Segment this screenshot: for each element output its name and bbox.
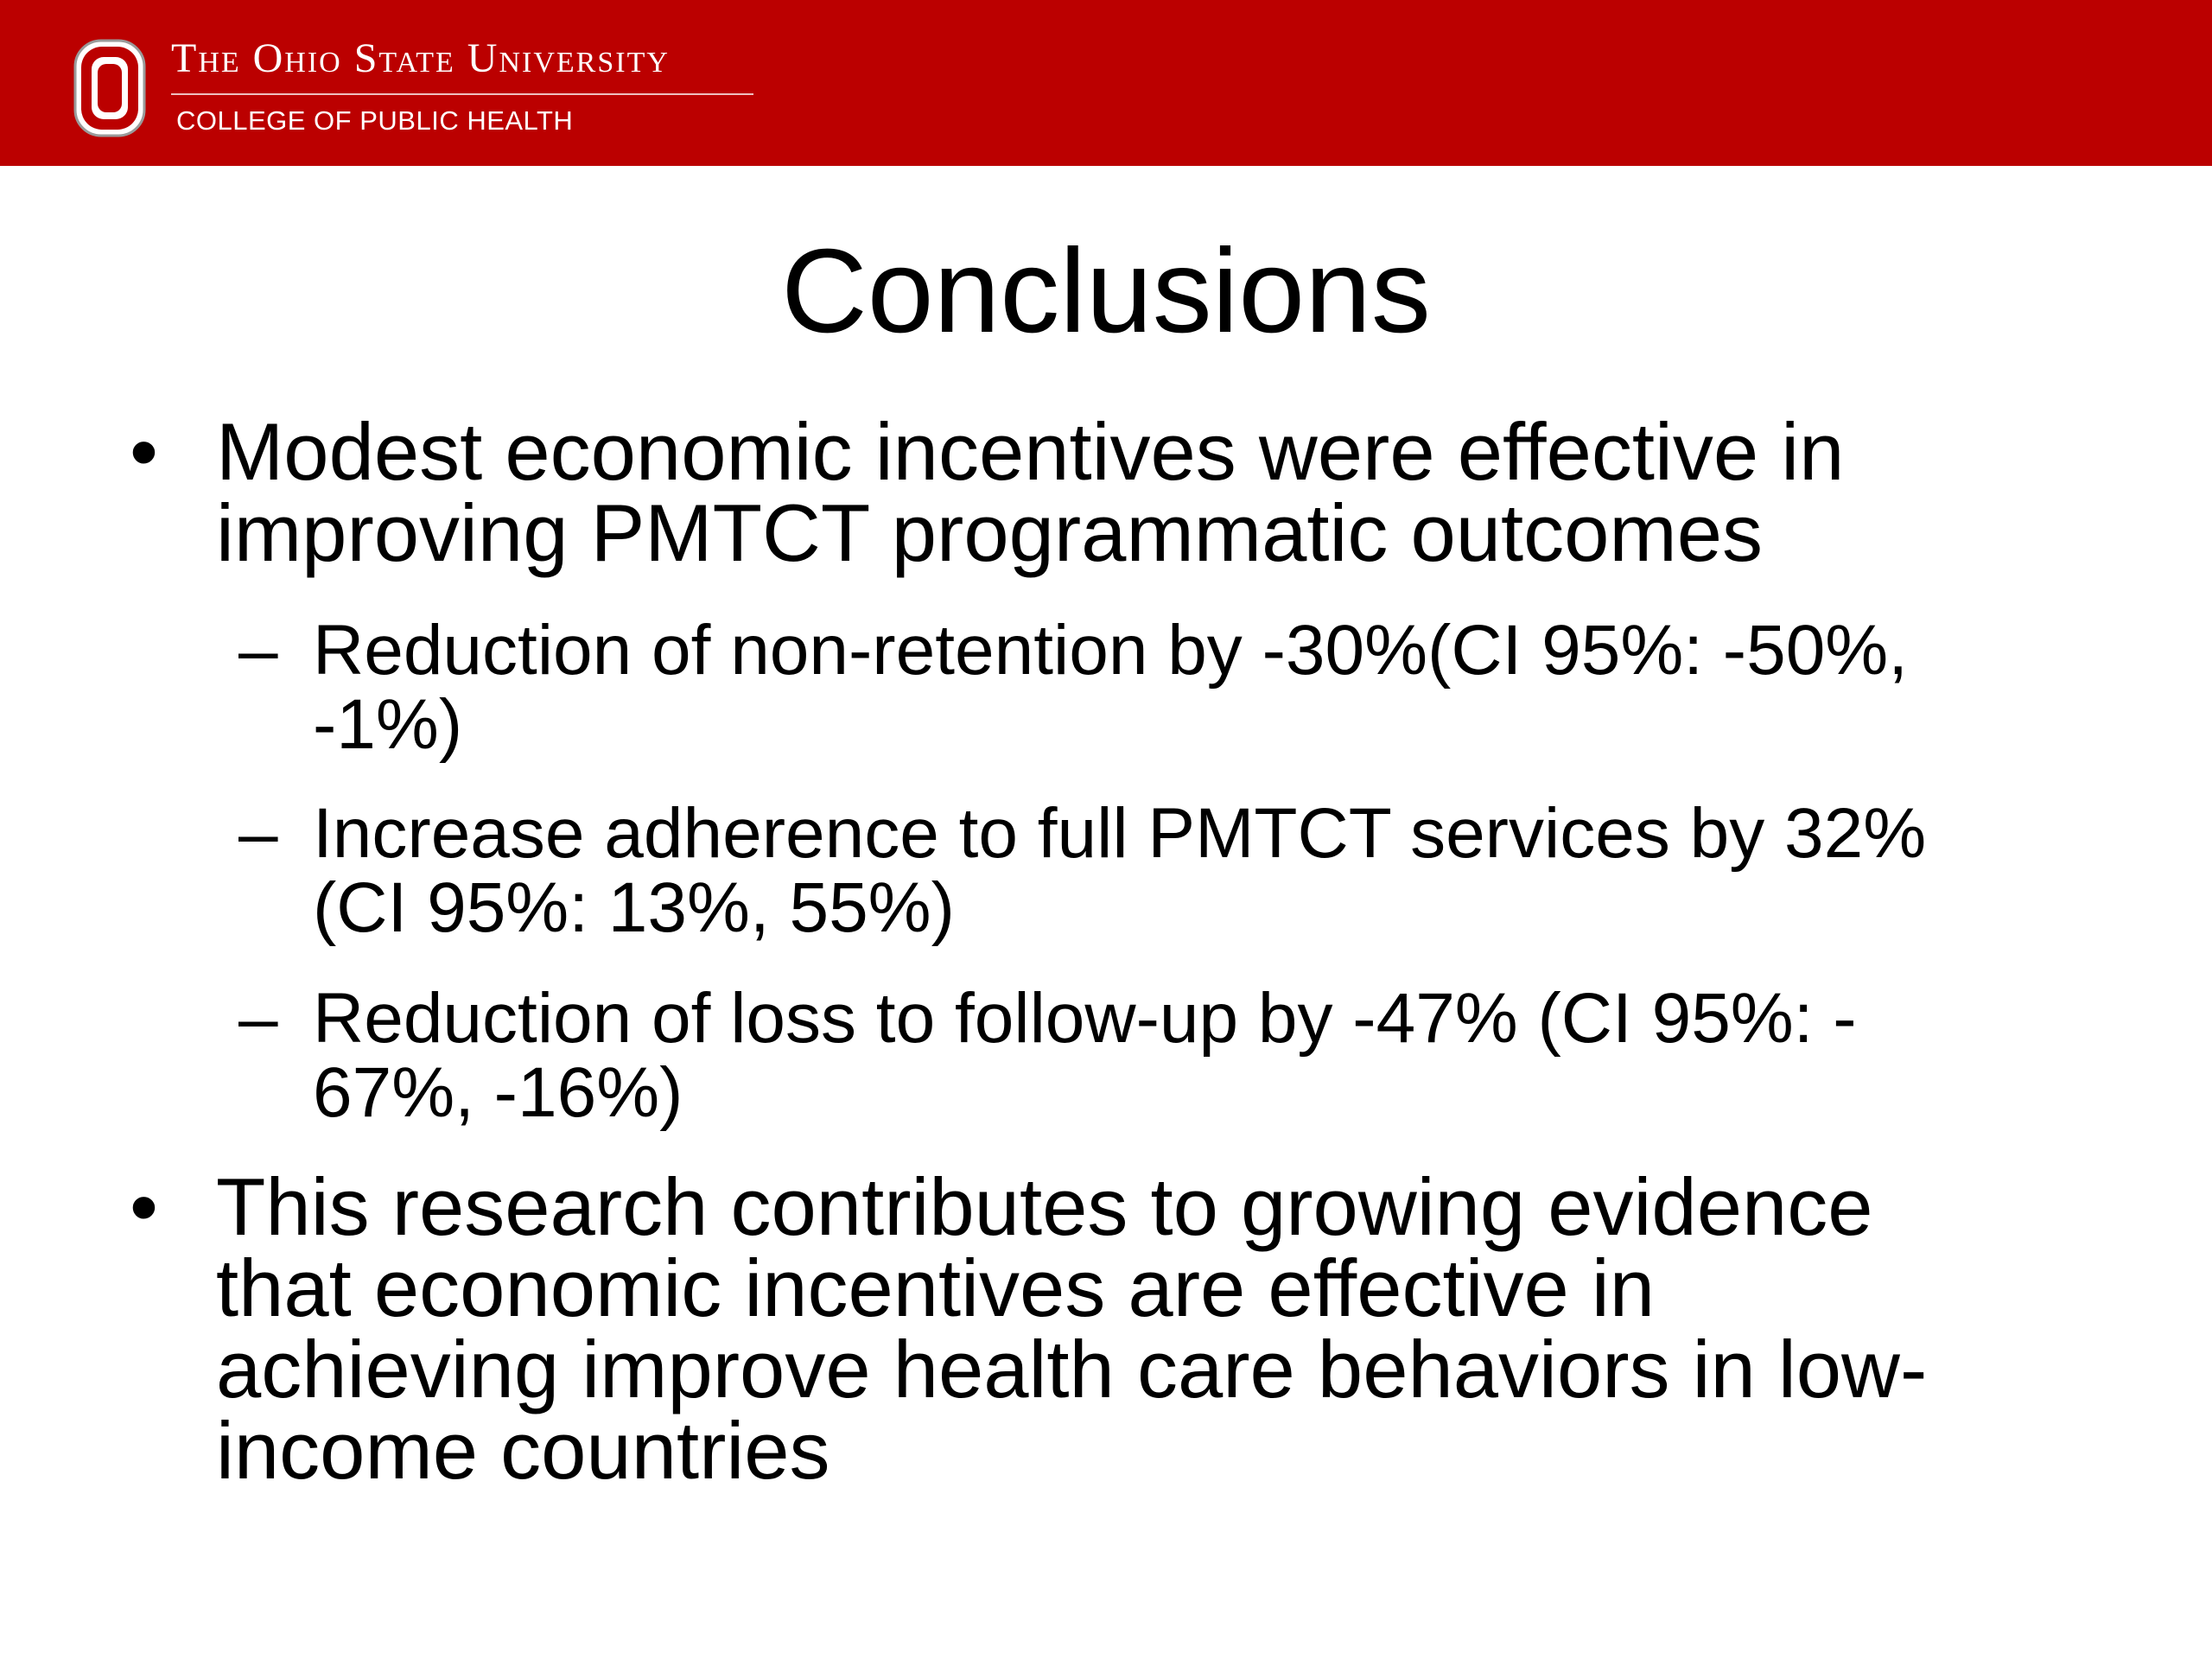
bullet-line: that economic incentives are effective in	[216, 1243, 1656, 1333]
bullet-line: This research contributes to growing evidence	[216, 1161, 1873, 1252]
sub-bullet-line: Reduction of loss to follow-up by -47% (CI 95%: -	[313, 979, 1857, 1058]
sub-bullet-marker: –	[238, 979, 278, 1058]
bullet-marker: •	[130, 1161, 158, 1252]
college-name: COLLEGE OF PUBLIC HEALTH	[176, 105, 574, 136]
sub-bullet-marker: –	[238, 611, 278, 690]
bullet-line: Modest economic incentives were effective in	[216, 406, 1845, 497]
sub-bullet-text	[313, 613, 2110, 762]
sub-bullet-line: Reduction of non-retention by -30%(CI 95%: -50%,	[313, 611, 1909, 690]
sub-bullet-line: Increase adherence to full PMTCT services by 32%	[313, 794, 1927, 873]
sub-bullet-marker: –	[238, 794, 278, 873]
sub-bullet-text	[313, 979, 2110, 1132]
bullet-text	[216, 406, 2100, 578]
bullet-line: income countries	[216, 1405, 830, 1496]
university-name: The Ohio State University	[171, 35, 670, 81]
slide-title: Conclusions	[781, 225, 1431, 358]
sub-bullet-line: 67%, -16%)	[313, 1053, 683, 1132]
bullet-line: achieving improve health care behaviors in low-	[216, 1324, 1928, 1414]
sub-bullet-line: -1%)	[313, 685, 463, 764]
bullet-text	[216, 1161, 2100, 1496]
sub-bullet-line: (CI 95%: 13%, 55%)	[313, 868, 955, 947]
bullet-marker: •	[130, 406, 158, 497]
sub-bullet-text	[313, 794, 2110, 947]
bullet-line: improving PMTCT programmatic outcomes	[216, 487, 1763, 578]
